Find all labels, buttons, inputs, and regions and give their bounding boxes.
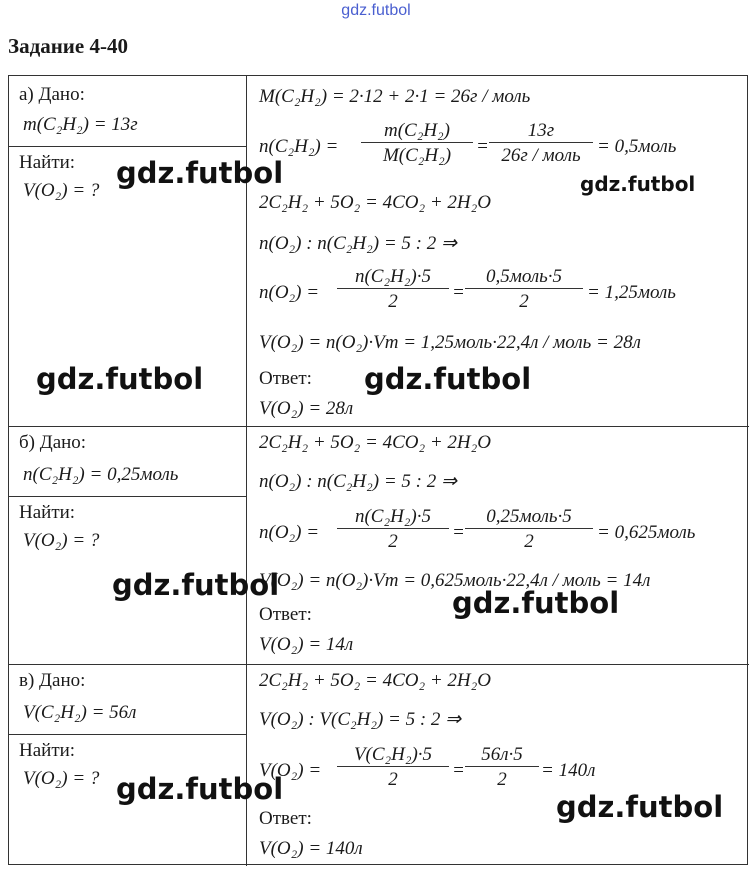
c-answer-value: V(O₂) = 140л bbox=[259, 838, 363, 859]
b-line3-right: = 0,625моль bbox=[597, 522, 696, 543]
b-line1: 2C₂H₂ + 5O₂ = 4CO₂ + 2H₂O bbox=[259, 432, 491, 453]
a-find-value: V(O₂) = ? bbox=[23, 180, 100, 201]
c-given-label: в) Дано: bbox=[19, 670, 86, 691]
a-line5-eq: = bbox=[452, 282, 465, 303]
a-answer-value: V(O₂) = 28л bbox=[259, 398, 354, 419]
a-line6: V(O₂) = n(O₂)·Vm = 1,25моль·22,4л / моль = 28л bbox=[259, 332, 641, 353]
row-divider bbox=[9, 426, 749, 427]
task-title: Задание 4-40 bbox=[8, 34, 128, 58]
b-line3-frac2-num: 0,25моль·5 bbox=[465, 506, 593, 529]
a-line5-right: = 1,25моль bbox=[587, 282, 676, 303]
b-line3-left: n(O₂) = bbox=[259, 522, 320, 543]
b-answer-value: V(O₂) = 14л bbox=[259, 634, 354, 655]
c-line3-frac2-den: 2 bbox=[497, 769, 507, 790]
a-line5-frac1-den: 2 bbox=[388, 291, 398, 312]
watermark: gdz.futbol bbox=[580, 172, 696, 196]
b-line3-frac2-den: 2 bbox=[524, 531, 534, 552]
a-line2-eq: = bbox=[476, 136, 489, 157]
a-line5-frac1-num: n(C₂H₂)·5 bbox=[337, 266, 449, 289]
c-find-label: Найти: bbox=[19, 740, 76, 761]
a-line2-frac1-den: M(C₂H₂) bbox=[382, 145, 452, 166]
b-line2: n(O₂) : n(C₂H₂) = 5 : 2 ⇒ bbox=[259, 471, 457, 492]
b-line3-eq: = bbox=[452, 522, 465, 543]
a-answer-label: Ответ: bbox=[259, 368, 312, 389]
a-line5-frac2-num: 0,5моль·5 bbox=[465, 266, 583, 289]
b-find-label: Найти: bbox=[19, 502, 76, 523]
a-line5-frac2-den: 2 bbox=[519, 291, 529, 312]
b-line3-frac2 bbox=[465, 506, 593, 553]
c-line3-right: = 140л bbox=[541, 760, 596, 781]
given-divider bbox=[9, 496, 246, 497]
watermark: gdz.futbol bbox=[452, 586, 620, 620]
a-given-value: m(C₂H₂) = 13г bbox=[23, 114, 138, 135]
c-line3-left: V(O₂) = bbox=[259, 760, 322, 781]
watermark: gdz.futbol bbox=[36, 362, 204, 396]
a-line2-frac1 bbox=[361, 120, 473, 167]
given-divider bbox=[9, 734, 246, 735]
c-given-value: V(C₂H₂) = 56л bbox=[23, 702, 137, 723]
c-find-value: V(O₂) = ? bbox=[23, 768, 100, 789]
a-line5-frac2 bbox=[465, 266, 583, 313]
c-line3-eq: = bbox=[452, 760, 465, 781]
column-divider bbox=[246, 76, 247, 866]
b-line3-frac1-den: 2 bbox=[388, 531, 398, 552]
a-line3: 2C₂H₂ + 5O₂ = 4CO₂ + 2H₂O bbox=[259, 192, 491, 213]
watermark: gdz.futbol bbox=[556, 790, 724, 824]
a-line2-right: = 0,5моль bbox=[597, 136, 677, 157]
site-header-link[interactable]: gdz.futbol bbox=[341, 2, 411, 19]
a-line5-left: n(O₂) = bbox=[259, 282, 320, 303]
b-given-label: б) Дано: bbox=[19, 432, 87, 453]
a-find-label: Найти: bbox=[19, 152, 76, 173]
a-line2-frac2-num: 13г bbox=[489, 120, 593, 143]
watermark: gdz.futbol bbox=[116, 772, 284, 806]
b-line3-frac1 bbox=[337, 506, 449, 553]
b-given-value: n(C₂H₂) = 0,25моль bbox=[23, 464, 179, 485]
b-line4: V(O₂) = n(O₂)·Vm = 0,625моль·22,4л / моль = 14л bbox=[259, 570, 651, 591]
watermark: gdz.futbol bbox=[112, 568, 280, 602]
watermark: gdz.futbol bbox=[364, 362, 532, 396]
b-line3-frac1-num: n(C₂H₂)·5 bbox=[337, 506, 449, 529]
a-line2-frac2 bbox=[489, 120, 593, 167]
watermark: gdz.futbol bbox=[116, 156, 284, 190]
c-line3-frac1-num: V(C₂H₂)·5 bbox=[337, 744, 449, 767]
a-line5-frac1 bbox=[337, 266, 449, 313]
b-find-value: V(O₂) = ? bbox=[23, 530, 100, 551]
c-line3-frac2 bbox=[465, 744, 539, 791]
c-line3-frac1-den: 2 bbox=[388, 769, 398, 790]
row-divider bbox=[9, 664, 749, 665]
a-line2-frac1-num: m(C₂H₂) bbox=[361, 120, 473, 143]
a-line2-frac2-den: 26г / моль bbox=[501, 145, 581, 166]
a-line1: M(C₂H₂) = 2·12 + 2·1 = 26г / моль bbox=[259, 86, 531, 107]
given-divider bbox=[9, 146, 246, 147]
a-line2-left: n(C₂H₂) = bbox=[259, 136, 339, 157]
a-given-label: а) Дано: bbox=[19, 84, 85, 105]
c-line3-frac2-num: 56л·5 bbox=[465, 744, 539, 767]
c-line3-frac1 bbox=[337, 744, 449, 791]
c-answer-label: Ответ: bbox=[259, 808, 312, 829]
b-answer-label: Ответ: bbox=[259, 604, 312, 625]
c-line1: 2C₂H₂ + 5O₂ = 4CO₂ + 2H₂O bbox=[259, 670, 491, 691]
c-line2: V(O₂) : V(C₂H₂) = 5 : 2 ⇒ bbox=[259, 709, 462, 730]
a-line4: n(O₂) : n(C₂H₂) = 5 : 2 ⇒ bbox=[259, 233, 457, 254]
